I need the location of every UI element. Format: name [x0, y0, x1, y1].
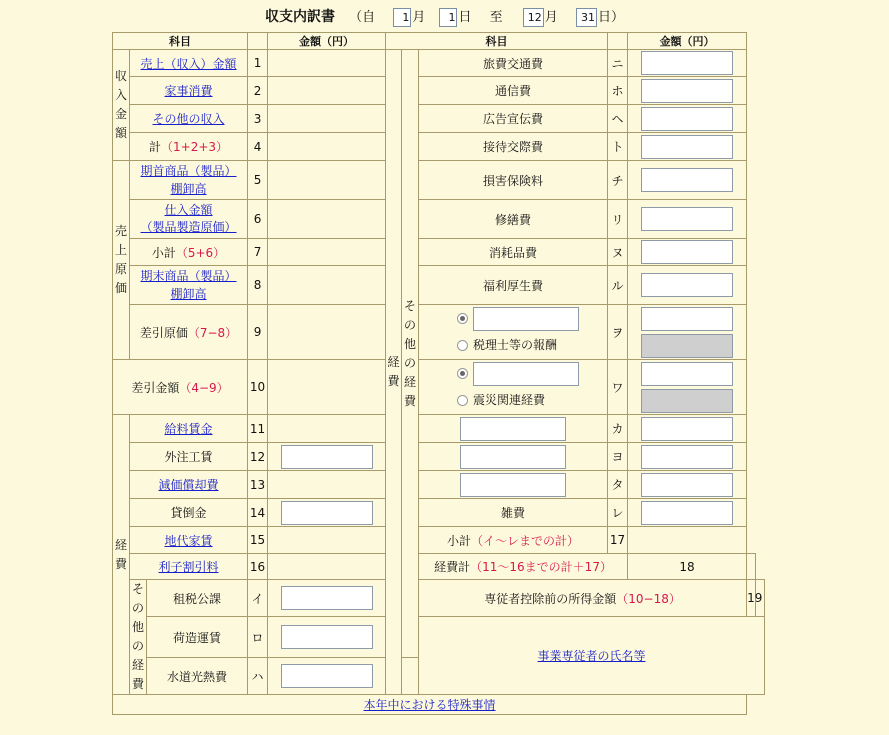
advertising-label: 広告宣伝費 — [419, 105, 608, 133]
outsourcing-label: 外注工賃 — [130, 443, 248, 471]
subject-header: 科目 — [386, 33, 608, 50]
rent-link[interactable]: 地代家賃 — [164, 533, 213, 548]
month-label: 月 — [412, 10, 426, 25]
subject-header: 科目 — [113, 33, 248, 50]
advertising-amount-input[interactable] — [641, 107, 733, 131]
from-month-input[interactable]: 1 — [393, 8, 411, 27]
outsourcing-amount-input[interactable] — [281, 445, 373, 469]
cogs-subtotal-label: 小計（5+6） — [130, 239, 248, 266]
yo-amount-input[interactable] — [641, 445, 733, 469]
to-month-input[interactable]: 12 — [523, 8, 544, 27]
ka-amount-input[interactable] — [641, 417, 733, 441]
ta-amount-input[interactable] — [641, 473, 733, 497]
interest-link[interactable]: 利子割引料 — [158, 560, 219, 574]
revenue-total-label: 計（1+2+3） — [130, 133, 248, 161]
gross-amount-label: 差引金額（4−9） — [113, 360, 248, 415]
welfare-amount-input[interactable] — [641, 273, 733, 297]
to-day-input[interactable]: 31 — [576, 8, 597, 27]
communication-label: 通信費 — [419, 77, 608, 105]
expense-group-label: 経 費 — [113, 415, 130, 695]
salaries-link[interactable]: 給料賃金 — [164, 422, 213, 436]
custom-expense-radio[interactable] — [457, 313, 468, 324]
other-income-link[interactable]: その他の収入 — [152, 112, 225, 126]
misc-amount-input[interactable] — [641, 501, 733, 525]
line-number: 1 — [248, 50, 268, 77]
page-title: 収支内訳書 — [265, 9, 336, 25]
entertainment-amount-input[interactable] — [641, 135, 733, 159]
bad-debt-amount-input[interactable] — [281, 501, 373, 525]
to-label: 至 — [489, 10, 503, 25]
disaster-radio[interactable] — [457, 395, 468, 406]
cogs-group-label: 売 上 原 価 — [113, 161, 130, 360]
opening-inventory-link[interactable]: 期首商品（製品）棚卸高 — [140, 164, 237, 196]
entertainment-label: 接待交際費 — [419, 133, 608, 161]
custom-expense-yo-name-input[interactable] — [460, 445, 566, 469]
utilities-label: 水道光熱費 — [147, 658, 248, 695]
tax-accountant-radio[interactable] — [457, 340, 468, 351]
wa-amount-input[interactable] — [641, 362, 733, 386]
expense-group-label-right: 経 費 — [386, 50, 402, 695]
freight-amount-input[interactable] — [281, 625, 373, 649]
supplies-amount-input[interactable] — [641, 240, 733, 264]
disaster-label: 震災関連経費 — [473, 393, 546, 407]
statement-header — [0, 0, 889, 34]
period-open-label: （自 — [349, 10, 376, 25]
misc-label: 雑費 — [419, 499, 608, 527]
insurance-label: 損害保険料 — [419, 161, 608, 200]
custom-expense-name-input[interactable] — [473, 307, 579, 331]
right-subtotal-label: 小計（イ〜レまでの計） — [419, 527, 608, 554]
communication-amount-input[interactable] — [641, 79, 733, 103]
wo-amount-input[interactable] — [641, 307, 733, 331]
repairs-amount-input[interactable] — [641, 207, 733, 231]
utilities-amount-input[interactable] — [281, 664, 373, 688]
pre-deduction-label: 専従者控除前の所得金額（10−18） — [419, 580, 747, 617]
bad-debt-label: 貸倒金 — [130, 499, 248, 527]
period-close-label: 日） — [597, 10, 624, 25]
taxes-amount-input[interactable] — [281, 586, 373, 610]
tax-accountant-label: 税理士等の報酬 — [473, 338, 558, 352]
income-expense-table: 科目 金額（円） 科目 金額（円） 収 入 金 額 売上（収入）金額 1 経 費 そ の 他 の 経 費 旅費交通費 ニ 家事消費 2 通信費 ホ その他の収入 3 広告宣伝費 ヘ 計（1+2+3） 4 接待交際費 ト 売 上 原 価 期首商品（製品）棚卸高 5 損害保険料 チ 仕入金額 （製品製造原価） 6 修繕費 リ 小計（5+6） 7 消耗品費 ヌ 期末商品（製品）棚卸高 8 福利厚生費 ル 差引原価（7−8） 9 税理士等の報酬 ヲ 差引金額（4−9） 10 震災関連経費 ワ 経 費 給料賃金 11 カ 外注工賃 12 ヨ 減価償却費 13 タ 貸倒金 14 雑費 レ 地代家賃 15 小計（イ〜レまでの計） 17 利子割引料 16 経費計（11〜16までの計＋17） 18 そ の 他 の 経 費 租税公課 イ 専従者控除前の所得金額（10−18） 19 荷造運賃 ロ 事業専従者の氏名等 水道光熱費 ハ 本年中における特殊事情 — [112, 32, 765, 715]
day-label: 日 — [458, 10, 472, 25]
travel-amount-input[interactable] — [641, 51, 733, 75]
month-label: 月 — [544, 10, 558, 25]
from-day-input[interactable]: 1 — [439, 8, 457, 27]
wo-amount-disabled — [641, 334, 733, 358]
depreciation-link[interactable]: 減価償却費 — [158, 478, 219, 492]
special-circumstances-link[interactable]: 本年中における特殊事情 — [363, 698, 496, 712]
custom-expense-name-input-2[interactable] — [473, 362, 579, 386]
freight-label: 荷造運賃 — [147, 617, 248, 658]
custom-expense-ka-name-input[interactable] — [460, 417, 566, 441]
expense-total-label: 経費計（11〜16までの計＋17） — [419, 554, 628, 580]
repairs-label: 修繕費 — [419, 200, 608, 239]
insurance-amount-input[interactable] — [641, 168, 733, 192]
other-expense-group-label-right: そ の 他 の 経 費 — [402, 50, 419, 658]
wa-amount-disabled — [641, 389, 733, 413]
other-expense-group-label: そ の 他 の 経 費 — [130, 580, 147, 695]
closing-inventory-link[interactable]: 期末商品（製品）棚卸高 — [140, 269, 237, 301]
household-link[interactable]: 家事消費 — [164, 84, 213, 98]
revenue-group-label: 収 入 金 額 — [113, 50, 130, 161]
supplies-label: 消耗品費 — [419, 239, 608, 266]
family-employee-link[interactable]: 事業専従者の氏名等 — [537, 649, 646, 663]
sales-link[interactable]: 売上（収入）金額 — [140, 56, 237, 71]
sales-amount — [268, 50, 386, 77]
travel-label: 旅費交通費 — [419, 50, 608, 77]
amount-header: 金額（円） — [628, 33, 747, 50]
net-cogs-label: 差引原価（7−8） — [130, 305, 248, 360]
custom-expense-radio-2[interactable] — [457, 368, 468, 379]
purchases-link[interactable]: 仕入金額 （製品製造原価） — [140, 203, 237, 234]
amount-header: 金額（円） — [268, 33, 386, 50]
taxes-label: 租税公課 — [147, 580, 248, 617]
custom-expense-ta-name-input[interactable] — [460, 473, 566, 497]
welfare-label: 福利厚生費 — [419, 266, 608, 305]
